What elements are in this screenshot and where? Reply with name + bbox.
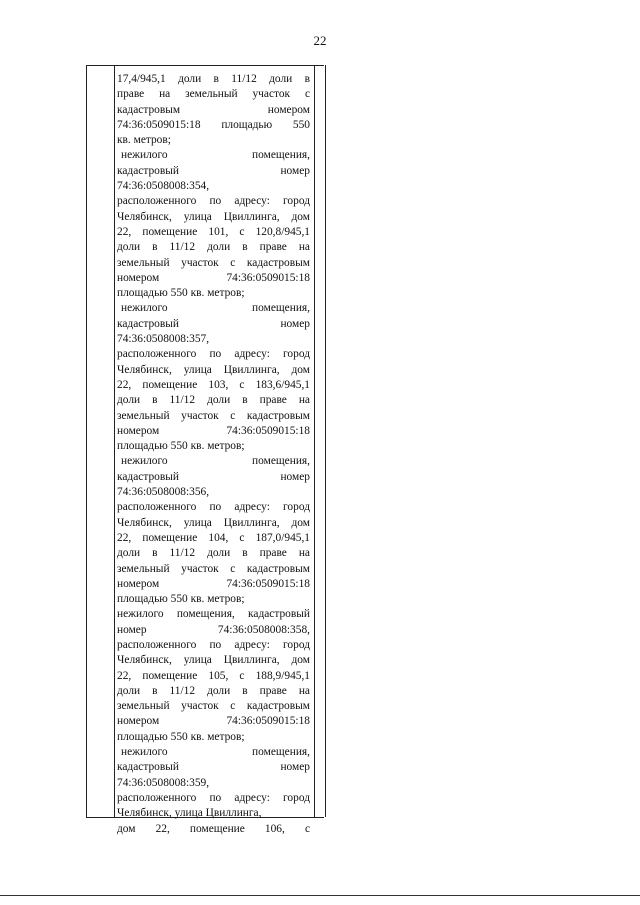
text-line: площадью 550 кв. метров; (117, 287, 245, 300)
table-border-right (325, 65, 326, 817)
text-line: Челябинск, улица Цвиллинга, дом (117, 516, 310, 529)
text-line: земельный участок с кадастровым (117, 256, 310, 269)
text-line: нежилого помещения, (121, 149, 310, 162)
table-border-left (86, 65, 87, 817)
text-line: расположенного по адресу: город (117, 638, 310, 651)
text-line: нежилого помещения, (121, 302, 310, 315)
text-line: доли в 11/12 доли в праве на (117, 547, 310, 560)
text-line: кадастровым номером (117, 103, 310, 116)
text-line: Челябинск, улица Цвиллинга, дом (117, 210, 310, 223)
text-line: кадастровый номер (117, 164, 310, 177)
text-line: номером 74:36:0509015:18 (117, 715, 310, 728)
text-line: кадастровый номер (117, 317, 310, 330)
table-column-divider (114, 65, 115, 817)
text-line: расположенного по адресу: город (117, 501, 310, 514)
text-line: номером 74:36:0509015:18 (117, 577, 310, 590)
text-line: номером 74:36:0509015:18 (117, 271, 310, 284)
text-line: праве на земельный участок с (117, 88, 310, 101)
text-line: нежилого помещения, (121, 746, 310, 759)
page-number: 22 (313, 33, 327, 48)
text-line: кадастровый номер (117, 470, 310, 483)
text-line: номер 74:36:0508008:358, (117, 623, 310, 636)
text-line: расположенного по адресу: город (117, 195, 310, 208)
text-line: нежилого помещения, (121, 455, 310, 468)
text-line: Челябинск, улица Цвиллинга, дом (117, 363, 310, 376)
text-line: 74:36:0508008:356, (117, 486, 210, 499)
text-line: доли в 11/12 доли в праве на (117, 394, 310, 407)
text-line: земельный участок с кадастровым (117, 700, 310, 713)
text-line: 22, помещение 104, с 187,0/945,1 (117, 531, 310, 544)
text-line: Челябинск, улица Цвиллинга, дом (117, 654, 310, 667)
text-line: 22, помещение 103, с 183,6/945,1 (117, 378, 310, 391)
text-line: расположенного по адресу: город (117, 791, 310, 804)
text-line: номером 74:36:0509015:18 (117, 424, 310, 437)
text-line: площадью 550 кв. метров; (117, 730, 245, 743)
text-line: 74:36:0509015:18 площадью 550 (117, 118, 310, 131)
text-line: 74:36:0508008:354, (117, 180, 210, 193)
table-cell-text (117, 72, 310, 837)
text-line: 17,4/945,1 доли в 11/12 доли в (117, 73, 310, 85)
table-column-divider (314, 65, 315, 817)
text-line: земельный участок с кадастровым (117, 409, 310, 422)
text-line: нежилого помещения, кадастровый (117, 608, 310, 621)
text-line: доли в 11/12 доли в праве на (117, 241, 310, 254)
text-line: кв. метров; (117, 134, 171, 147)
text-line: земельный участок с кадастровым (117, 562, 310, 575)
text-line: 74:36:0508008:357, (117, 333, 210, 346)
text-line: 74:36:0508008:359, (117, 776, 210, 789)
text-line: дом 22, помещение 106, с (117, 822, 310, 835)
text-line: расположенного по адресу: город (117, 348, 310, 361)
text-line: кадастровый номер (117, 761, 310, 774)
text-line: площадью 550 кв. метров; (117, 440, 245, 453)
text-line: 22, помещение 105, с 188,9/945,1 (117, 669, 310, 682)
text-line: площадью 550 кв. метров; (117, 593, 245, 606)
text-line: доли в 11/12 доли в праве на (117, 684, 310, 697)
page-bottom-rule (0, 895, 640, 896)
text-line: Челябинск, улица Цвиллинга, (117, 807, 262, 820)
text-line: 22, помещение 101, с 120,8/945,1 (117, 225, 310, 238)
